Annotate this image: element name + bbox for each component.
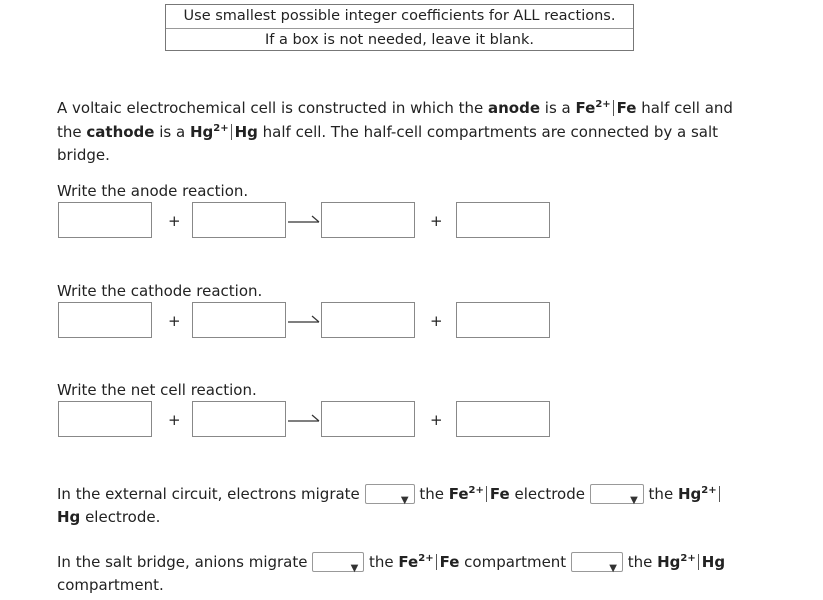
chevron-down-icon: ▼ xyxy=(350,563,359,574)
anode-reactant-1-input[interactable] xyxy=(58,202,152,238)
question-text: In the external circuit, electrons migrate xyxy=(57,485,360,503)
plus-sign: + xyxy=(430,411,443,429)
problem-statement xyxy=(57,97,757,168)
reaction-arrow-icon xyxy=(288,314,320,326)
intro-text: the xyxy=(57,122,87,141)
chevron-down-icon: ▼ xyxy=(609,563,617,574)
plus-sign: + xyxy=(168,312,181,330)
question-text: the xyxy=(364,553,399,571)
hg-ion: Hg xyxy=(677,485,702,503)
salt-bridge-question xyxy=(57,551,725,597)
hg-charge: 2+ xyxy=(680,553,696,564)
anode-metal: Fe xyxy=(616,99,637,117)
cathode-reactant-1-input[interactable] xyxy=(58,302,152,338)
intro-text: bridge. xyxy=(57,146,110,164)
hg-metal: Hg xyxy=(57,508,81,526)
reaction-arrow-icon xyxy=(288,413,320,425)
cathode-word: cathode xyxy=(86,122,155,141)
intro-text: half cell and xyxy=(636,99,733,117)
cathode-product-1-input[interactable] xyxy=(321,302,415,338)
plus-sign: + xyxy=(168,411,181,429)
intro-text: half cell. The half-cell compartments are connected by a salt xyxy=(257,122,719,141)
phase-boundary xyxy=(719,486,720,502)
salt-direction-2-select[interactable] xyxy=(571,552,623,572)
phase-boundary xyxy=(698,554,699,570)
question-text: compartment xyxy=(459,553,567,571)
fe-charge: 2+ xyxy=(468,485,484,496)
external-circuit-question xyxy=(57,483,723,529)
anode-product-1-input[interactable] xyxy=(321,202,415,238)
cathode-ion: Hg xyxy=(189,122,214,141)
question-text: electrode. xyxy=(80,508,161,526)
cathode-charge: 2+ xyxy=(213,122,229,134)
chevron-down-icon: ▼ xyxy=(400,495,409,506)
net-reaction-label: Write the net cell reaction. xyxy=(57,381,257,399)
chevron-down-icon: ▼ xyxy=(630,495,638,506)
intro-text: A voltaic electrochemical cell is constructed in which the xyxy=(57,99,488,117)
hg-metal: Hg xyxy=(701,553,726,571)
phase-boundary xyxy=(486,486,487,502)
salt-direction-1-select[interactable] xyxy=(312,552,364,572)
fe-ion: Fe xyxy=(448,485,469,503)
plus-sign: + xyxy=(430,312,443,330)
net-reactant-1-input[interactable] xyxy=(58,401,152,437)
hg-ion: Hg xyxy=(657,553,681,571)
cathode-reactant-2-input[interactable] xyxy=(192,302,286,338)
anode-word: anode xyxy=(487,99,541,117)
anode-charge: 2+ xyxy=(595,99,611,110)
phase-boundary xyxy=(231,124,232,140)
phase-boundary xyxy=(436,554,437,570)
hg-charge: 2+ xyxy=(701,485,717,496)
net-product-2-input[interactable] xyxy=(456,401,550,437)
instruction-blank-box: If a box is not needed, leave it blank. xyxy=(264,32,534,48)
plus-sign: + xyxy=(168,212,181,230)
cathode-reaction-label: Write the cathode reaction. xyxy=(57,282,263,300)
anode-product-2-input[interactable] xyxy=(456,202,550,238)
question-text: the xyxy=(643,485,678,503)
question-text: electrode xyxy=(509,485,585,503)
cathode-metal: Hg xyxy=(234,122,258,141)
phase-boundary xyxy=(613,100,614,116)
plus-sign: + xyxy=(430,212,443,230)
intro-text: is a xyxy=(540,99,576,117)
reaction-arrow-icon xyxy=(288,214,320,226)
instruction-coefficients: Use smallest possible integer coefficients for ALL reactions. xyxy=(166,5,633,29)
question-text: the xyxy=(622,553,658,571)
external-direction-2-select[interactable] xyxy=(590,484,644,504)
net-reactant-2-input[interactable] xyxy=(192,401,286,437)
cathode-product-2-input[interactable] xyxy=(456,302,550,338)
anode-reaction-label: Write the anode reaction. xyxy=(57,182,249,200)
fe-ion: Fe xyxy=(398,553,419,571)
instructions-table xyxy=(165,4,634,51)
fe-metal: Fe xyxy=(439,553,460,571)
question-text: the xyxy=(414,485,449,503)
external-direction-1-select[interactable] xyxy=(365,484,415,504)
fe-charge: 2+ xyxy=(418,553,434,564)
question-text: In the salt bridge, anions migrate xyxy=(57,553,308,571)
anode-ion: Fe xyxy=(575,99,596,117)
net-product-1-input[interactable] xyxy=(321,401,415,437)
intro-text: is a xyxy=(154,122,190,141)
anode-reactant-2-input[interactable] xyxy=(192,202,286,238)
question-text: compartment. xyxy=(57,576,164,594)
fe-metal: Fe xyxy=(489,485,510,503)
